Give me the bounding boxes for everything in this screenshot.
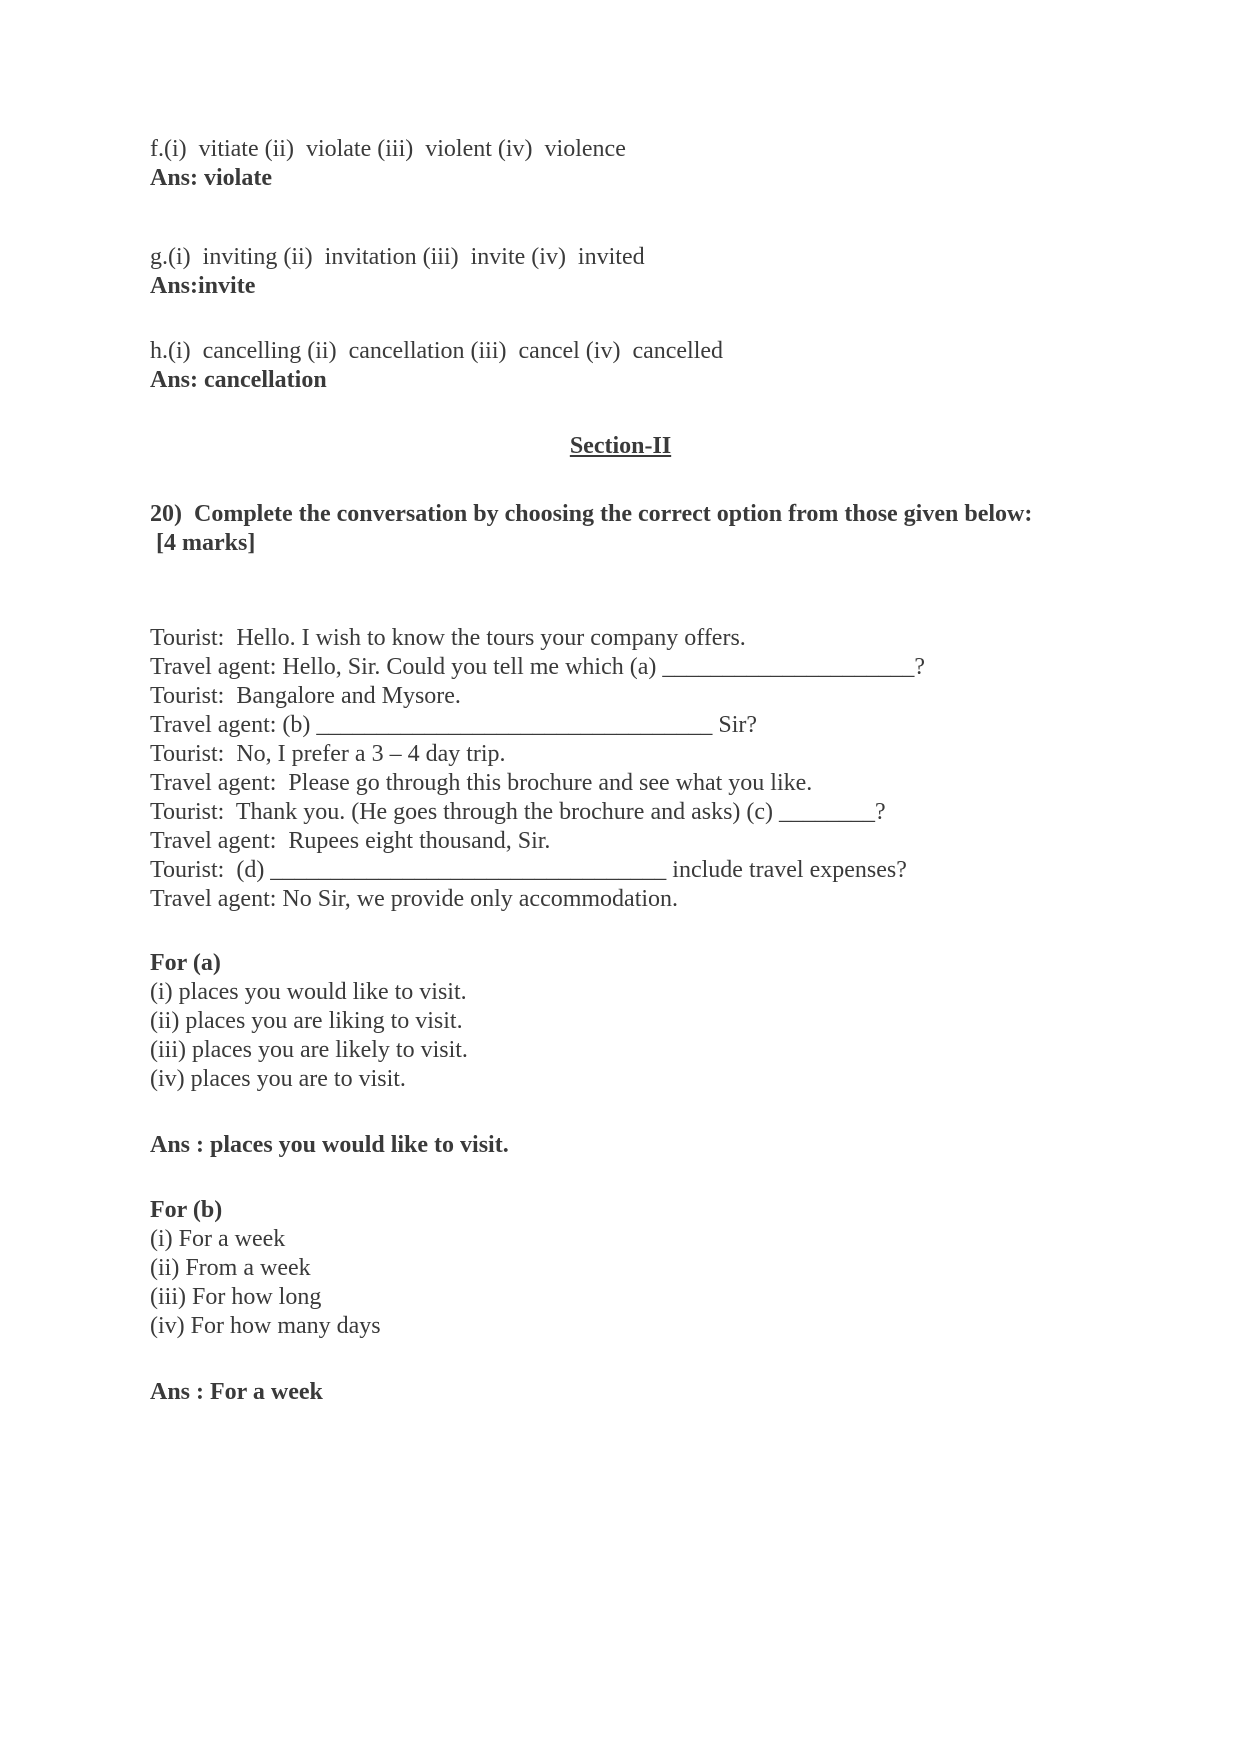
section-title: Section-II — [569, 433, 672, 459]
answer-b: Ans : For a week — [150, 1379, 323, 1405]
conversation-line: Tourist: (d) _________________________________ include travel expenses? — [150, 857, 907, 883]
conversation-line: Travel agent: Rupees eight thousand, Sir. — [150, 828, 551, 854]
conversation-line: Tourist: Bangalore and Mysore. — [150, 683, 461, 709]
item-options: h.(i) cancelling (ii) cancellation (iii) cancel (iv) cancelled — [150, 338, 724, 364]
item-answer: Ans: violate — [150, 165, 272, 191]
option-item: (i) For a week — [150, 1226, 286, 1252]
question-item-h — [150, 337, 1110, 395]
conversation-line: Travel agent: (b) _________________________________ Sir? — [150, 712, 758, 738]
question-text: 20) Complete the conversation by choosing the correct option from those given below: — [150, 501, 1033, 527]
option-item: (iii) For how long — [150, 1284, 322, 1310]
options-a — [150, 949, 1110, 1094]
options-heading: For (b) — [150, 1197, 223, 1223]
conversation-line: Tourist: No, I prefer a 3 – 4 day trip. — [150, 741, 506, 767]
question-item-f — [150, 135, 1110, 193]
question-marks: [4 marks] — [150, 530, 256, 556]
answer-a-block — [150, 1131, 1110, 1160]
item-answer: Ans: cancellation — [150, 367, 327, 393]
option-item: (iv) places you are to visit. — [150, 1066, 406, 1092]
option-item: (ii) From a week — [150, 1255, 311, 1281]
item-options: g.(i) inviting (ii) invitation (iii) invite (iv) invited — [150, 244, 645, 270]
option-item: (i) places you would like to visit. — [150, 979, 467, 1005]
question-20 — [150, 500, 1140, 558]
conversation-line: Tourist: Thank you. (He goes through the brochure and asks) (c) ________? — [150, 799, 886, 825]
option-item: (ii) places you are liking to visit. — [150, 1008, 463, 1034]
conversation-line: Travel agent: Please go through this brochure and see what you like. — [150, 770, 813, 796]
options-b — [150, 1196, 1110, 1341]
option-item: (iv) For how many days — [150, 1313, 381, 1339]
answer-b-block — [150, 1378, 1110, 1407]
conversation — [150, 624, 1110, 914]
answer-a: Ans : places you would like to visit. — [150, 1132, 509, 1158]
option-item: (iii) places you are likely to visit. — [150, 1037, 468, 1063]
conversation-line: Tourist: Hello. I wish to know the tours your company offers. — [150, 625, 746, 651]
options-heading: For (a) — [150, 950, 221, 976]
item-options: f.(i) vitiate (ii) violate (iii) violent (iv) violence — [150, 136, 626, 162]
item-answer: Ans:invite — [150, 273, 256, 299]
conversation-line: Travel agent: No Sir, we provide only accommodation. — [150, 886, 679, 912]
conversation-line: Travel agent: Hello, Sir. Could you tell me which (a) _____________________? — [150, 654, 926, 680]
question-item-g — [150, 243, 1110, 301]
